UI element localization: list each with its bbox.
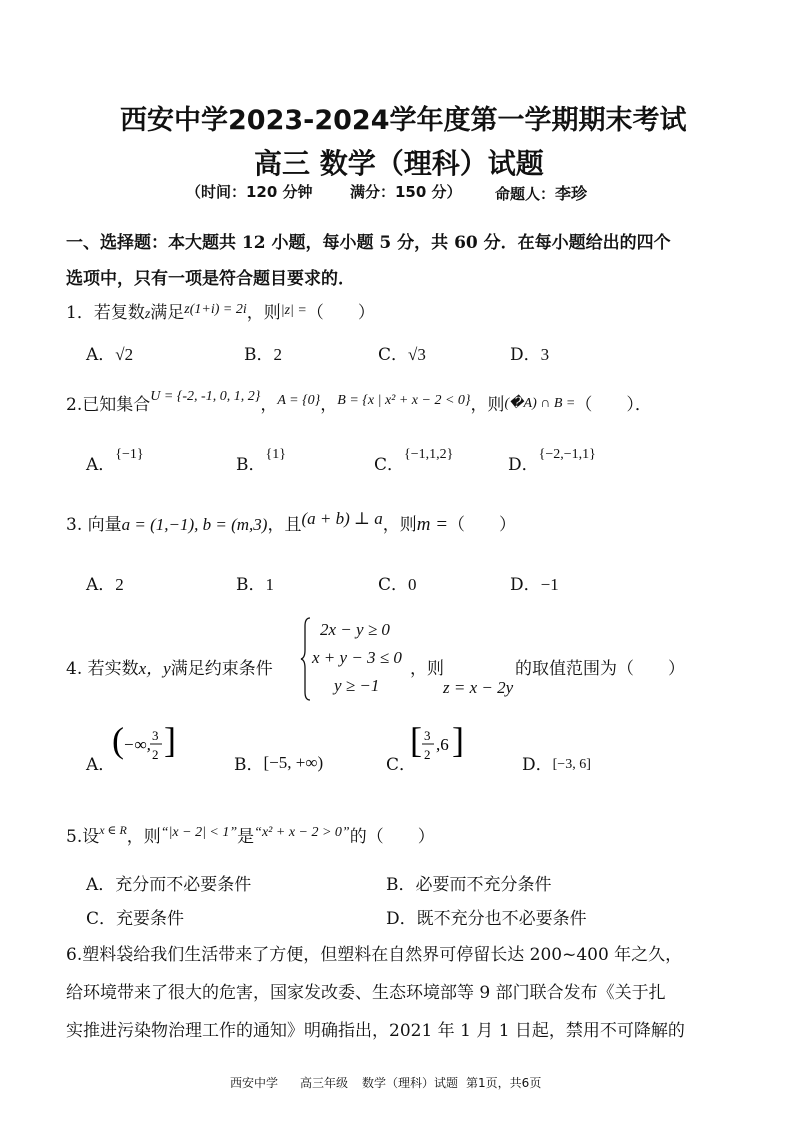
option-text: 2 <box>273 345 282 364</box>
option-letter: C． <box>374 455 405 475</box>
option-letter: D． <box>508 455 539 475</box>
q4-constraint-3: y ≥ −1 <box>334 676 380 695</box>
q2-ask: (�A) ∩ B = <box>504 396 576 411</box>
q3-condition: (a + b) ⊥ a <box>301 509 383 528</box>
option-letter: A． <box>86 875 116 895</box>
q1-stem-c: ，则 <box>246 303 281 323</box>
q3-stem-a: 3. 向量 <box>66 515 122 535</box>
option-text: 1 <box>265 575 274 594</box>
option-letter: A． <box>86 575 116 595</box>
q5-stem-c: 是 <box>237 827 255 847</box>
q1-option-a[interactable] <box>86 340 133 365</box>
author-name: 李珍 <box>555 184 588 203</box>
q5-option-d[interactable] <box>386 904 587 929</box>
exam-author <box>495 181 587 204</box>
q4-stem-b: 满足约束条件 <box>170 659 273 679</box>
six: ,6 <box>436 735 449 754</box>
q5-option-c[interactable] <box>86 904 184 929</box>
option-text: √2 <box>115 345 134 364</box>
q2-option-c[interactable] <box>374 447 454 475</box>
exam-subtitle: 高三 数学（理科）试题 <box>254 147 544 180</box>
q3-stem-c: ，则 <box>382 515 417 535</box>
question-6-line2: 给环境带来了很大的危害，国家发改委、生态环境部等 9 部门联合发布《关于扎 <box>66 983 666 1003</box>
question-4-stem <box>66 654 273 679</box>
question-3-stem <box>66 510 516 536</box>
frac-den: 2 <box>152 747 159 762</box>
option-text: 既不充分也不必要条件 <box>416 909 587 929</box>
question-6-line3: 实推进污染物治理工作的通知》明确指出，2021 年 1 月 1 日起，禁用不可降解的 <box>66 1021 685 1041</box>
brace-path <box>301 618 310 700</box>
question-5-stem <box>66 822 435 847</box>
q5-option-a[interactable] <box>86 870 251 895</box>
q2-set-b: B = {x | x² + x − 2 < 0} <box>337 393 471 408</box>
option-letter: B． <box>386 875 416 895</box>
author-label: 命题人： <box>495 185 556 203</box>
option-text: {−1,1,2} <box>404 447 454 462</box>
q3-vectors: a = (1,−1), b = (m,3) <box>121 515 268 534</box>
q4-option-a-math <box>108 722 178 772</box>
q1-option-b[interactable] <box>244 340 282 365</box>
footer-grade: 高三年级 <box>300 1076 349 1090</box>
q4-stem-c: ，则 <box>410 659 444 679</box>
q4-option-d[interactable] <box>522 750 591 775</box>
page-footer <box>230 1074 541 1091</box>
question-2-stem <box>66 390 652 415</box>
option-text: 2 <box>115 575 124 594</box>
q3-option-d[interactable] <box>510 570 559 595</box>
q5-stem-a: 5.设 <box>66 827 100 847</box>
q5-condition: x ∈ R <box>99 823 127 837</box>
option-letter: A． <box>86 345 116 365</box>
q2-option-b[interactable] <box>236 447 286 475</box>
option-letter: A． <box>86 455 116 475</box>
q4-stem-a: 4. 若实数 <box>66 659 139 679</box>
option-text: {−2,−1,1} <box>538 447 596 462</box>
q3-ask: m = <box>416 514 449 535</box>
q2-stem-a: 2.已知集合 <box>66 395 151 415</box>
question-6-line1: 6.塑料袋给我们生活带来了方便，但塑料在自然界可停留长达 200~400 年之久， <box>66 945 683 965</box>
frac-num: 3 <box>152 728 159 743</box>
q3-option-a[interactable] <box>86 570 124 595</box>
q2-option-d[interactable] <box>508 447 596 475</box>
option-text: 3 <box>540 345 550 364</box>
exam-title: 西安中学2023-2024学年度第一学期期末考试 <box>120 105 687 136</box>
q1-stem-b: 满足 <box>150 303 185 323</box>
option-text: {−1} <box>115 447 144 462</box>
paren-left: ( <box>112 722 124 760</box>
q2-set-a: A = {0} <box>277 393 321 408</box>
bracket-right: ] <box>164 722 176 760</box>
option-letter: D． <box>522 755 553 775</box>
q1-option-c[interactable] <box>378 340 426 365</box>
q2-comma: ， <box>320 395 338 415</box>
q5-option-b[interactable] <box>386 870 552 895</box>
q3-stem-b: ，且 <box>267 515 302 535</box>
option-letter: D． <box>510 575 541 595</box>
exam-time: （时间：120 分钟 <box>186 183 313 201</box>
option-text: 0 <box>408 575 417 594</box>
section-heading-line1: 一、选择题：本大题共 12 小题，每小题 5 分，共 60 分．在每小题给出的四个 <box>66 233 671 253</box>
q5-stem-d: 的（ ） <box>349 827 435 847</box>
q3-option-c[interactable] <box>378 570 417 595</box>
q4-constraint-1: 2x − y ≥ 0 <box>320 620 390 639</box>
option-text: [−3, 6] <box>552 757 591 772</box>
q2-option-a[interactable] <box>86 447 144 475</box>
option-letter: C． <box>378 575 409 595</box>
frac-num: 3 <box>424 728 431 743</box>
neg-inf: −∞, <box>123 735 151 754</box>
option-letter: B． <box>244 345 274 365</box>
option-text: 充分而不必要条件 <box>115 875 252 895</box>
option-letter: C． <box>378 345 409 365</box>
q2-paren: （ ）． <box>575 395 652 415</box>
option-text: {1} <box>265 447 286 462</box>
q4-vars: x，y <box>138 659 171 678</box>
q5-stem-b: ，则 <box>126 827 161 847</box>
section-heading-line2: 选项中，只有一项是符合题目要求的． <box>66 269 355 289</box>
option-letter: B． <box>236 575 266 595</box>
q1-var-z: z <box>144 307 151 322</box>
q4-option-c-math <box>408 722 468 772</box>
q1-option-d[interactable] <box>510 340 549 365</box>
option-text: [−5, +∞) <box>263 753 324 772</box>
option-text: 充要条件 <box>116 909 185 929</box>
option-letter: D． <box>386 909 417 929</box>
q4-option-b[interactable] <box>234 750 323 775</box>
q3-paren: （ ） <box>448 515 517 535</box>
option-text: √3 <box>408 345 426 364</box>
footer-subject: 数学（理科）试题 <box>362 1076 459 1090</box>
footer-school: 西安中学 <box>230 1076 279 1090</box>
exam-score: 满分：150 分） <box>350 183 462 201</box>
bracket-left: [ <box>410 722 422 760</box>
q2-stem-b: ，则 <box>470 395 505 415</box>
option-letter: C． <box>386 755 417 775</box>
question-1-stem <box>66 298 375 323</box>
q4-constraint-2: x + y − 3 ≤ 0 <box>312 648 402 667</box>
q4-stem-d: 的取值范围为（ ） <box>515 659 685 679</box>
option-letter: B． <box>236 455 266 475</box>
frac-den: 2 <box>424 747 431 762</box>
option-letter: B． <box>234 755 264 775</box>
option-letter: A． <box>86 755 116 775</box>
option-text: −1 <box>540 575 559 594</box>
q2-set-u: U = {-2, -1, 0, 1, 2} <box>150 389 261 404</box>
q5-p: “|x − 2| < 1” <box>160 825 238 840</box>
q3-option-b[interactable] <box>236 570 274 595</box>
q1-stem-a: 1．若复数 <box>66 303 145 323</box>
q2-comma: ， <box>260 395 278 415</box>
bracket-right: ] <box>452 722 464 760</box>
q1-ask: |z| = <box>280 303 307 318</box>
option-text: 必要而不充分条件 <box>415 875 552 895</box>
footer-page: 第1页，共6页 <box>466 1076 542 1090</box>
option-letter: D． <box>510 345 541 365</box>
q5-q: “x² + x − 2 > 0” <box>254 825 350 840</box>
q4-target: z = x − 2y <box>443 678 514 697</box>
option-letter: C． <box>86 909 117 929</box>
q1-condition: z(1+i) = 2i <box>184 302 247 317</box>
q1-paren: （ ） <box>306 303 375 323</box>
